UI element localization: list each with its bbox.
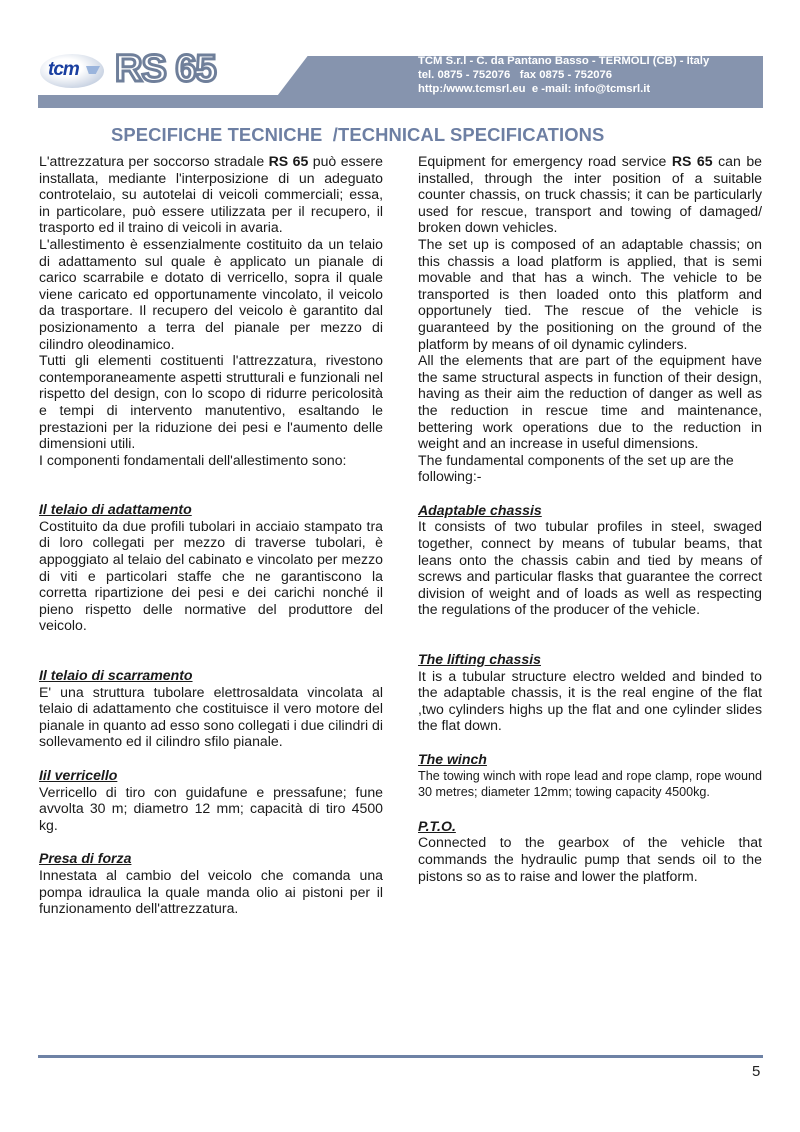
intro-paragraph: The fundamental components of the set up are the following:- (418, 451, 734, 485)
contact-web: http:/www.tcmsrl.eu e -mail: info@tcmsrl.it (418, 83, 651, 95)
model-name: RS 65 (671, 153, 713, 169)
contact-info (418, 54, 709, 96)
intro-text: Equipment for emergency road service (418, 153, 672, 169)
section-title: Adaptable chassis (418, 501, 542, 518)
intro-text: L'attrezzatura per soccorso stradale (39, 153, 269, 169)
intro-text: can be installed, through the inter position of a suitable counter chassis, on truck chassis; it can be particularly used for rescue, transport and towing of damaged/ broken down vehicles. (418, 153, 762, 236)
intro-paragraph (418, 153, 762, 236)
model-name: RS 65 (268, 153, 309, 169)
contact-address: TCM S.r.l - C. da Pantano Basso - TERMOLI (CB) - Italy (418, 55, 710, 67)
section-title: Iil verricello (39, 767, 118, 783)
section-title: The winch (418, 751, 487, 767)
section-body: It consists of two tubular profiles in steel, swaged together, connect by means of tubular beams, that leans onto the chassis cabin and tied by means of screws and particular flasks that guarantee the correct division of weight and of loads as well as respecting the regulations of the producer of the vehicle. (418, 518, 762, 618)
logo-brand-text: tcm (48, 59, 79, 80)
intro-paragraph (39, 153, 383, 236)
intro-paragraph: All the elements that are part of the equipment have the same structural aspects in function of their design, having as their aim the reduction of danger as well as the reduction in rescue time and maintenance, bettering work operations due to the reduction in weight and an increase in useful dimensions. (418, 352, 762, 452)
page-title: SPECIFICHE TECNICHE /TECHNICAL SPECIFICATIONS (111, 124, 605, 145)
english-column (418, 153, 762, 884)
section-body: Costituito da due profili tubolari in acciaio stampato tra di loro collegati per mezzo di traverse tubolari, è appoggiato al telaio del cabinato e vincolato per mezzo di viti e particolari staffe che ne garantiscono la corretta ripartizione dei pesi e dei carichi nonché il pieno rispetto delle normative del produttore del veicolo. (39, 517, 383, 634)
contact-phone: tel. 0875 - 752076 fax 0875 - 752076 (418, 69, 613, 81)
section-body: E' una struttura tubolare elettrosaldata vincolata al telaio di adattamento che costituisce il vero motore del pianale in quanto ad esso sono collegati i due cilindri di sollevamento ed il cilindro sfilo pianale. (39, 683, 383, 750)
section-title: The lifting chassis (418, 651, 541, 668)
section-body: It is a tubular structure electro welded and binded to the adaptable chassis, it is the real engine of the flat ,two cylinders highs up the flat and one cylinder slides the flat down. (418, 667, 762, 734)
intro-paragraph: The set up is composed of an adaptable chassis; on this chassis a load platform is applied, that is semi movable and that has a winch. The vehicle to be transported is then loaded onto this platform and opportunely tied. The rescue of the vehicle is guaranteed by the positioning on the ground of the platform by means of oil dynamic cylinders. (418, 235, 762, 352)
intro-paragraph: Tutti gli elementi costituenti l'attrezzatura, rivestono contemporaneamente aspetti strutturali e funzionali nel rispetto del design, con lo scopo di ridurre pericolosità e tempi di intervento manutentivo, esaltando le prestazioni per la riduzione dei pesi e l'aumento delle dimensioni utili. (39, 352, 383, 452)
section-body: Innestata al cambio del veicolo che comanda una pompa idraulica la quale manda olio ai pistoni per il funzionamento dell'attrezzatura. (39, 866, 383, 917)
section-body: Verricello di tiro con guidafune e pressafune; fune avvolta 30 m; diametro 12 mm; capacità di tiro 4500 kg. (39, 783, 383, 833)
section-title: P.T.O. (418, 817, 456, 834)
page-header (0, 0, 800, 110)
intro-text: può essere installata, mediante l'interposizione di un adeguato controtelaio, su autotelai di veicoli commerciali; essa, in particolare, può essere utilizzata per il recupero, il trasporto ed il traino di veicoli in avaria. (39, 153, 384, 236)
section-title: Presa di forza (39, 850, 132, 867)
page-number: 5 (752, 1063, 761, 1080)
model-logo: RS 65 (115, 48, 216, 90)
italian-column (39, 153, 383, 917)
section-body: Connected to the gearbox of the vehicle that commands the hydraulic pump that sends oil to the pistons so as to raise and lower the platform. (418, 834, 762, 884)
section-title: Il telaio di scarramento (39, 667, 193, 684)
footer-divider (38, 1055, 763, 1058)
section-body: The towing winch with rope lead and rope clamp, rope wound 30 metres; diameter 12mm; towing capacity 4500kg. (418, 768, 762, 800)
intro-paragraph: L'allestimento è essenzialmente costituito da un telaio di adattamento sul quale è applicato un pianale di carico scarrabile e dotato di verricello, sopra il quale viene caricato ed opportunamente vincolato, il veicolo da trasportare. Il recupero del veicolo è garantito dal posizionamento a terra del pianale per mezzo di cilindro oleodinamico. (39, 235, 383, 352)
section-title: Il telaio di adattamento (39, 501, 192, 518)
intro-paragraph: I componenti fondamentali dell'allestimento sono: (39, 451, 347, 468)
